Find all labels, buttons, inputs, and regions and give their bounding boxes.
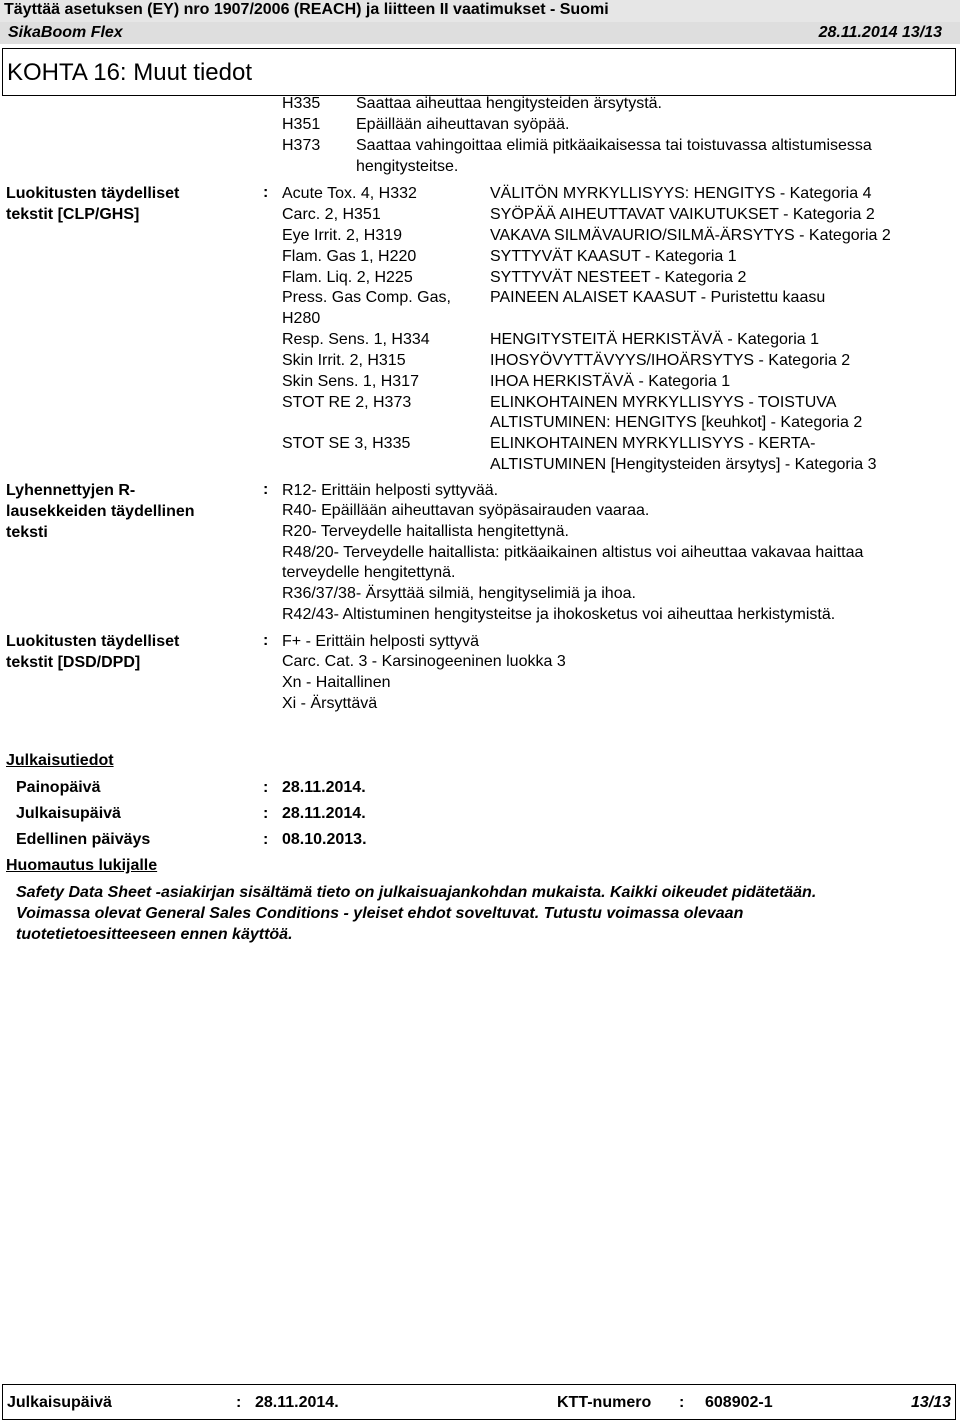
clp-code: Skin Irrit. 2, H315 (282, 352, 406, 369)
footer-ktt-value: 608902-1 (705, 1394, 773, 1411)
notice-heading: Huomautus lukijalle (6, 857, 158, 874)
clp-code: Flam. Liq. 2, H225 (282, 269, 413, 286)
product-header (0, 22, 960, 44)
dsd-colon: : (263, 632, 269, 649)
clp-text: SYTTYVÄT NESTEET - Kategoria 2 (490, 269, 747, 286)
publication-value: 28.11.2014. (282, 805, 366, 822)
dsd-label-line2: tekstit [DSD/DPD] (6, 654, 141, 671)
notice-line: Voimassa olevat General Sales Conditions - yleiset ehdot soveltuvat. Tutustu voimassa olevaan (16, 905, 744, 922)
h-text: Saattaa vahingoittaa elimiä pitkäaikaisessa tai toistuvassa altistumisessa (356, 137, 872, 154)
footer-date-label: Julkaisupäivä (7, 1394, 112, 1411)
clp-text: SYTTYVÄT KAASUT - Kategoria 1 (490, 248, 737, 265)
footer-page-number: 13/13 (910, 1394, 951, 1411)
clp-text: ALTISTUMINEN: HENGITYS [keuhkot] - Kategoria 2 (490, 414, 863, 431)
clp-colon: : (263, 184, 269, 201)
clp-text: HENGITYSTEITÄ HERKISTÄVÄ - Kategoria 1 (490, 331, 819, 348)
clp-code: Flam. Gas 1, H220 (282, 248, 417, 265)
clp-code: Carc. 2, H351 (282, 206, 381, 223)
r-phrase: R48/20- Terveydelle haitallista: pitkäaikainen altistus voi aiheuttaa vakavaa haittaa (282, 544, 864, 561)
clp-code: Skin Sens. 1, H317 (282, 373, 419, 390)
regulation-text: Täyttää asetuksen (EY) nro 1907/2006 (REACH) ja liitteen II vaatimukset - Suomi (4, 1, 609, 18)
clp-label-line2: tekstit [CLP/GHS] (6, 206, 140, 223)
publication-heading: Julkaisutiedot (6, 752, 114, 769)
notice-line: tuotetietoesitteeseen ennen käyttöä. (16, 926, 293, 943)
h-code: H351 (282, 116, 321, 133)
h-text: hengitysteitse. (356, 158, 459, 175)
r-label-line3: teksti (6, 524, 48, 541)
clp-code: Eye Irrit. 2, H319 (282, 227, 403, 244)
publication-value: 28.11.2014. (282, 779, 366, 796)
r-phrase: R40- Epäillään aiheuttavan syöpäsairauden vaaraa. (282, 502, 650, 519)
r-label-line2: lausekkeiden täydellinen (6, 503, 195, 520)
h-code: H373 (282, 137, 321, 154)
notice-line: Safety Data Sheet -asiakirjan sisältämä tieto on julkaisuajankohdan mukaista. Kaikki oikeudet pidätetään. (16, 884, 817, 901)
product-name: SikaBoom Flex (8, 24, 123, 41)
section-title: KOHTA 16: Muut tiedot (7, 59, 253, 86)
publication-colon: : (263, 779, 269, 796)
r-phrase: R42/43- Altistuminen hengitysteitse ja ihokosketus voi aiheuttaa herkistymistä. (282, 606, 836, 623)
clp-text: SYÖPÄÄ AIHEUTTAVAT VAIKUTUKSET - Kategoria 2 (490, 206, 875, 223)
clp-text: ELINKOHTAINEN MYRKYLLISYYS - KERTA- (490, 435, 816, 452)
r-phrase: R12- Erittäin helposti syttyvää. (282, 482, 499, 499)
dsd-line: Carc. Cat. 3 - Karsinogeeninen luokka 3 (282, 653, 566, 670)
clp-code: Resp. Sens. 1, H334 (282, 331, 430, 348)
header-date-page: 28.11.2014 13/13 (818, 24, 942, 41)
clp-text: IHOSYÖVYTTÄVYYS/IHOÄRSYTYS - Kategoria 2 (490, 352, 851, 369)
r-colon: : (263, 481, 269, 498)
r-phrase: R36/37/38- Ärsyttää silmiä, hengityselimiä ja ihoa. (282, 585, 636, 602)
clp-code: STOT SE 3, H335 (282, 435, 411, 452)
clp-text: VAKAVA SILMÄVAURIO/SILMÄ-ÄRSYTYS - Kategoria 2 (490, 227, 891, 244)
dsd-line: F+ - Erittäin helposti syttyvä (282, 633, 479, 650)
publication-label: Julkaisupäivä (16, 805, 121, 822)
publication-label: Edellinen päiväys (16, 831, 151, 848)
h-code: H335 (282, 95, 321, 112)
regulation-header (0, 0, 960, 22)
h-text: Saattaa aiheuttaa hengitysteiden ärsytystä. (356, 95, 662, 112)
clp-text: ALTISTUMINEN [Hengitysteiden ärsytys] - Kategoria 3 (490, 456, 877, 473)
publication-colon: : (263, 805, 269, 822)
clp-text: ELINKOHTAINEN MYRKYLLISYYS - TOISTUVA (490, 394, 837, 411)
footer-ktt-label: KTT-numero (557, 1394, 652, 1411)
clp-code: STOT RE 2, H373 (282, 394, 412, 411)
clp-text: PAINEEN ALAISET KAASUT - Puristettu kaasu (490, 289, 826, 306)
publication-colon: : (263, 831, 269, 848)
r-phrase: terveydelle hengitettynä. (282, 564, 456, 581)
page-footer (2, 1384, 956, 1420)
footer-date-value: 28.11.2014. (255, 1394, 339, 1411)
h-text: Epäillään aiheuttavan syöpää. (356, 116, 570, 133)
clp-text: IHOA HERKISTÄVÄ - Kategoria 1 (490, 373, 731, 390)
clp-code: H280 (282, 310, 321, 327)
r-phrase: R20- Terveydelle haitallista hengitettynä. (282, 523, 569, 540)
dsd-line: Xn - Haitallinen (282, 674, 391, 691)
footer-colon: : (236, 1394, 242, 1411)
footer-colon: : (679, 1394, 685, 1411)
clp-text: VÄLITÖN MYRKYLLISYYS: HENGITYS - Kategoria 4 (490, 185, 872, 202)
r-label-line1: Lyhennettyjen R- (6, 482, 136, 499)
clp-code: Acute Tox. 4, H332 (282, 185, 417, 202)
dsd-label-line1: Luokitusten täydelliset (6, 633, 180, 650)
publication-label: Painopäivä (16, 779, 101, 796)
publication-value: 08.10.2013. (282, 831, 367, 848)
section-title-box (2, 48, 956, 96)
clp-code: Press. Gas Comp. Gas, (282, 289, 451, 306)
clp-label-line1: Luokitusten täydelliset (6, 185, 180, 202)
dsd-line: Xi - Ärsyttävä (282, 695, 378, 712)
